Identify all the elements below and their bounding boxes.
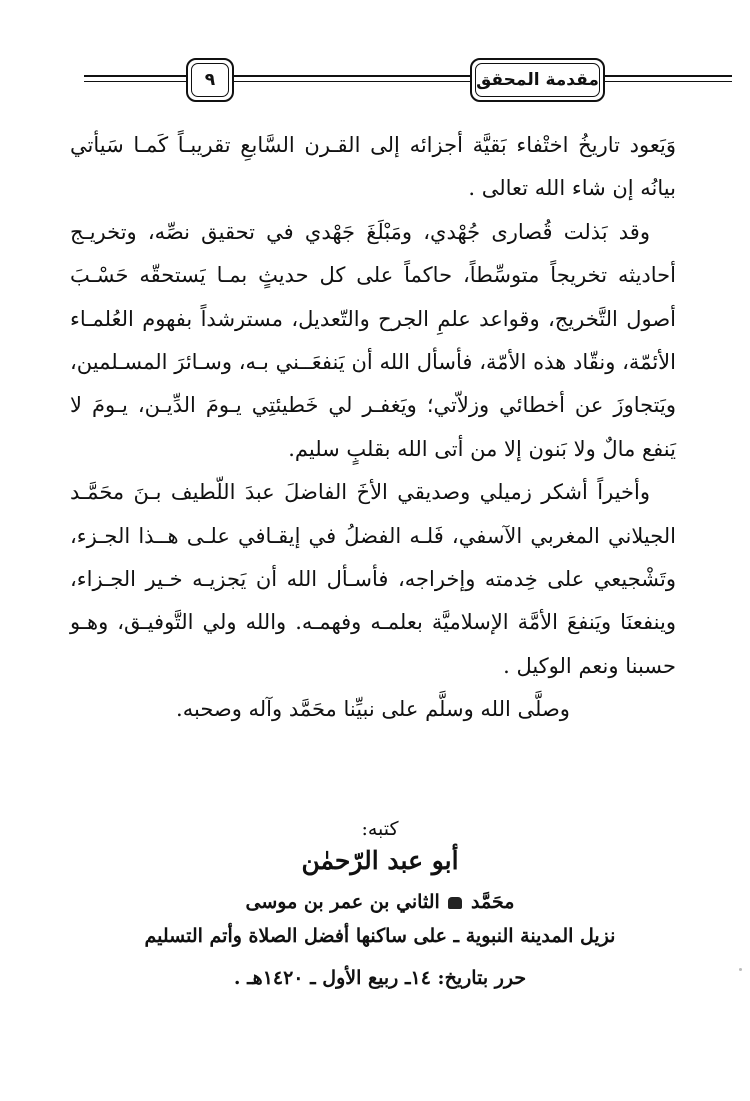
header-rule-middle-top xyxy=(234,75,470,77)
signature-name: أبو عبد الرّحمٰن xyxy=(301,846,459,875)
scan-speck xyxy=(739,968,742,971)
signature-date: حرر بتاريخ: ١٤ـ ربيع الأول ـ ١٤٢٠هـ . xyxy=(233,967,527,989)
signature-residence: نزيل المدينة النبوية ـ على ساكنها أفضل الصلاة وأتم التسليم xyxy=(144,925,616,947)
paragraph-1: وَيَعود تاريخُ اختْفاء بَقيَّة أجزائه إلى القـرن السَّابعِ تقريبـاً كَمـا سَيأتي بيانُه إن شاء الله تعالى . xyxy=(70,133,676,201)
page-header xyxy=(84,58,732,108)
header-rule-right-top xyxy=(605,75,732,77)
signature-kataba: كتبه: xyxy=(361,818,399,840)
page-number: ٩ xyxy=(204,70,216,90)
header-rule-middle-bottom xyxy=(234,81,470,82)
header-rule-left-bottom xyxy=(84,81,186,82)
section-title: مقدمة المحقق xyxy=(476,70,599,90)
paragraph-3: وأخيراً أشكر زميلي وصديقي الأخَ الفاضلَ عبدَ اللّطيف بـنَ محَمَّـد الجيلاني المغربي الآسفي، فَلـه الفضلُ في إيقـافي علـى هــذا الجـزء، وتَشْجيعي على خِدمته وإخراجه، فأسـأل الله أن يَجزيـه خـير الجـزاء، وينفعنَا ويَنفعَ الأمَّة الإسلاميَّة بعلمـه وفهمـه. والله ولي التَّوفيـق، وهـو حسبنا ونعم الوكيل . xyxy=(70,480,676,678)
signature-fullname xyxy=(70,891,690,913)
signature-fullname-first: محَمَّد xyxy=(471,891,515,913)
header-rule-left-top xyxy=(84,75,186,77)
paragraph-4: وصلَّى الله وسلَّم على نبيِّنا محَمَّد وآله وصحبه. xyxy=(176,697,570,722)
page-number-box xyxy=(186,58,234,102)
blessing-glyph-icon xyxy=(448,897,462,909)
paragraph-2: وقد بَذلت قُصارى جُهْدي، ومَبْلَغَ جَهْدي في تحقيق نصِّه، وتخريـج أحاديثه تخريجاً متوسِّطاً، حاكماً على كل حديثٍ بمـا يَستحقّه حَسْـبَ أصول التَّخريج، وقواعد علمِ الجرح والتّعديل، مسترشداً بفهوم العُلمـاء الأئمّة، ونقّاد هذه الأمّة، فأسأل الله أن يَنفعَــني بـه، وسـائرَ المسـلمين، ويَتجاوزَ عن أخطائي وزلاّتي؛ ويَغفـر لي خَطيئتِي يـومَ الدِّيـن، يـومَ لا يَنفع مالٌ ولا بَنون إلا من أتى الله بقلبٍ سليم. xyxy=(70,219,676,461)
header-rule-right-bottom xyxy=(605,81,732,82)
section-title-box xyxy=(470,58,605,102)
main-text xyxy=(70,124,676,732)
signature-fullname-rest: الثاني بن عمر بن موسى xyxy=(245,891,440,913)
